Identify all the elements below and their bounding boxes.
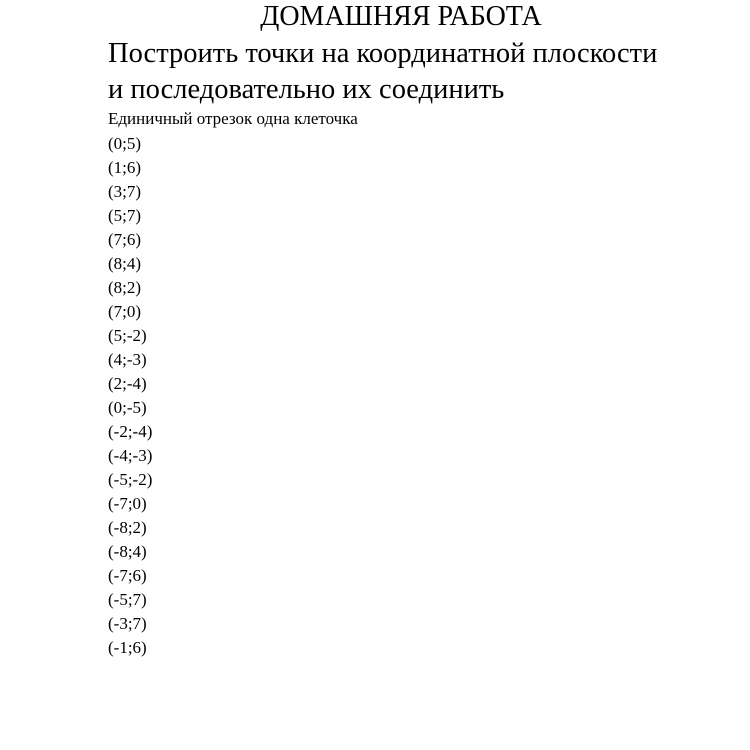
point-item: (4;-3) xyxy=(108,350,147,369)
point-item: (-7;0) xyxy=(108,494,147,513)
point-item: (0;-5) xyxy=(108,398,147,417)
point-item: (1;6) xyxy=(108,158,142,177)
point-item: (-8;2) xyxy=(108,518,147,537)
point-item: (5;7) xyxy=(108,206,142,225)
point-item: (8;4) xyxy=(108,254,142,273)
point-item: (0;5) xyxy=(108,134,142,153)
point-item: (-8;4) xyxy=(108,542,147,561)
point-item: (7;0) xyxy=(108,302,142,321)
point-item: (2;-4) xyxy=(108,374,147,393)
point-item: (8;2) xyxy=(108,278,142,297)
task-line-2: и последовательно их соединить xyxy=(108,74,505,105)
point-item: (-3;7) xyxy=(108,614,147,633)
point-item: (-4;-3) xyxy=(108,446,153,465)
point-item: (3;7) xyxy=(108,182,142,201)
point-item: (-5;7) xyxy=(108,590,147,609)
point-item: (7;6) xyxy=(108,230,142,249)
point-item: (-2;-4) xyxy=(108,422,153,441)
point-item: (-7;6) xyxy=(108,566,147,585)
points-list xyxy=(108,132,152,660)
unit-segment-note: Единичный отрезок одна клеточка xyxy=(108,109,358,128)
point-item: (-1;6) xyxy=(108,638,147,657)
task-line-1: Построить точки на координатной плоскости xyxy=(108,38,658,69)
point-item: (5;-2) xyxy=(108,326,147,345)
task-instructions xyxy=(108,36,728,108)
point-item: (-5;-2) xyxy=(108,470,153,489)
page-title: ДОМАШНЯЯ РАБОТА xyxy=(260,1,542,32)
